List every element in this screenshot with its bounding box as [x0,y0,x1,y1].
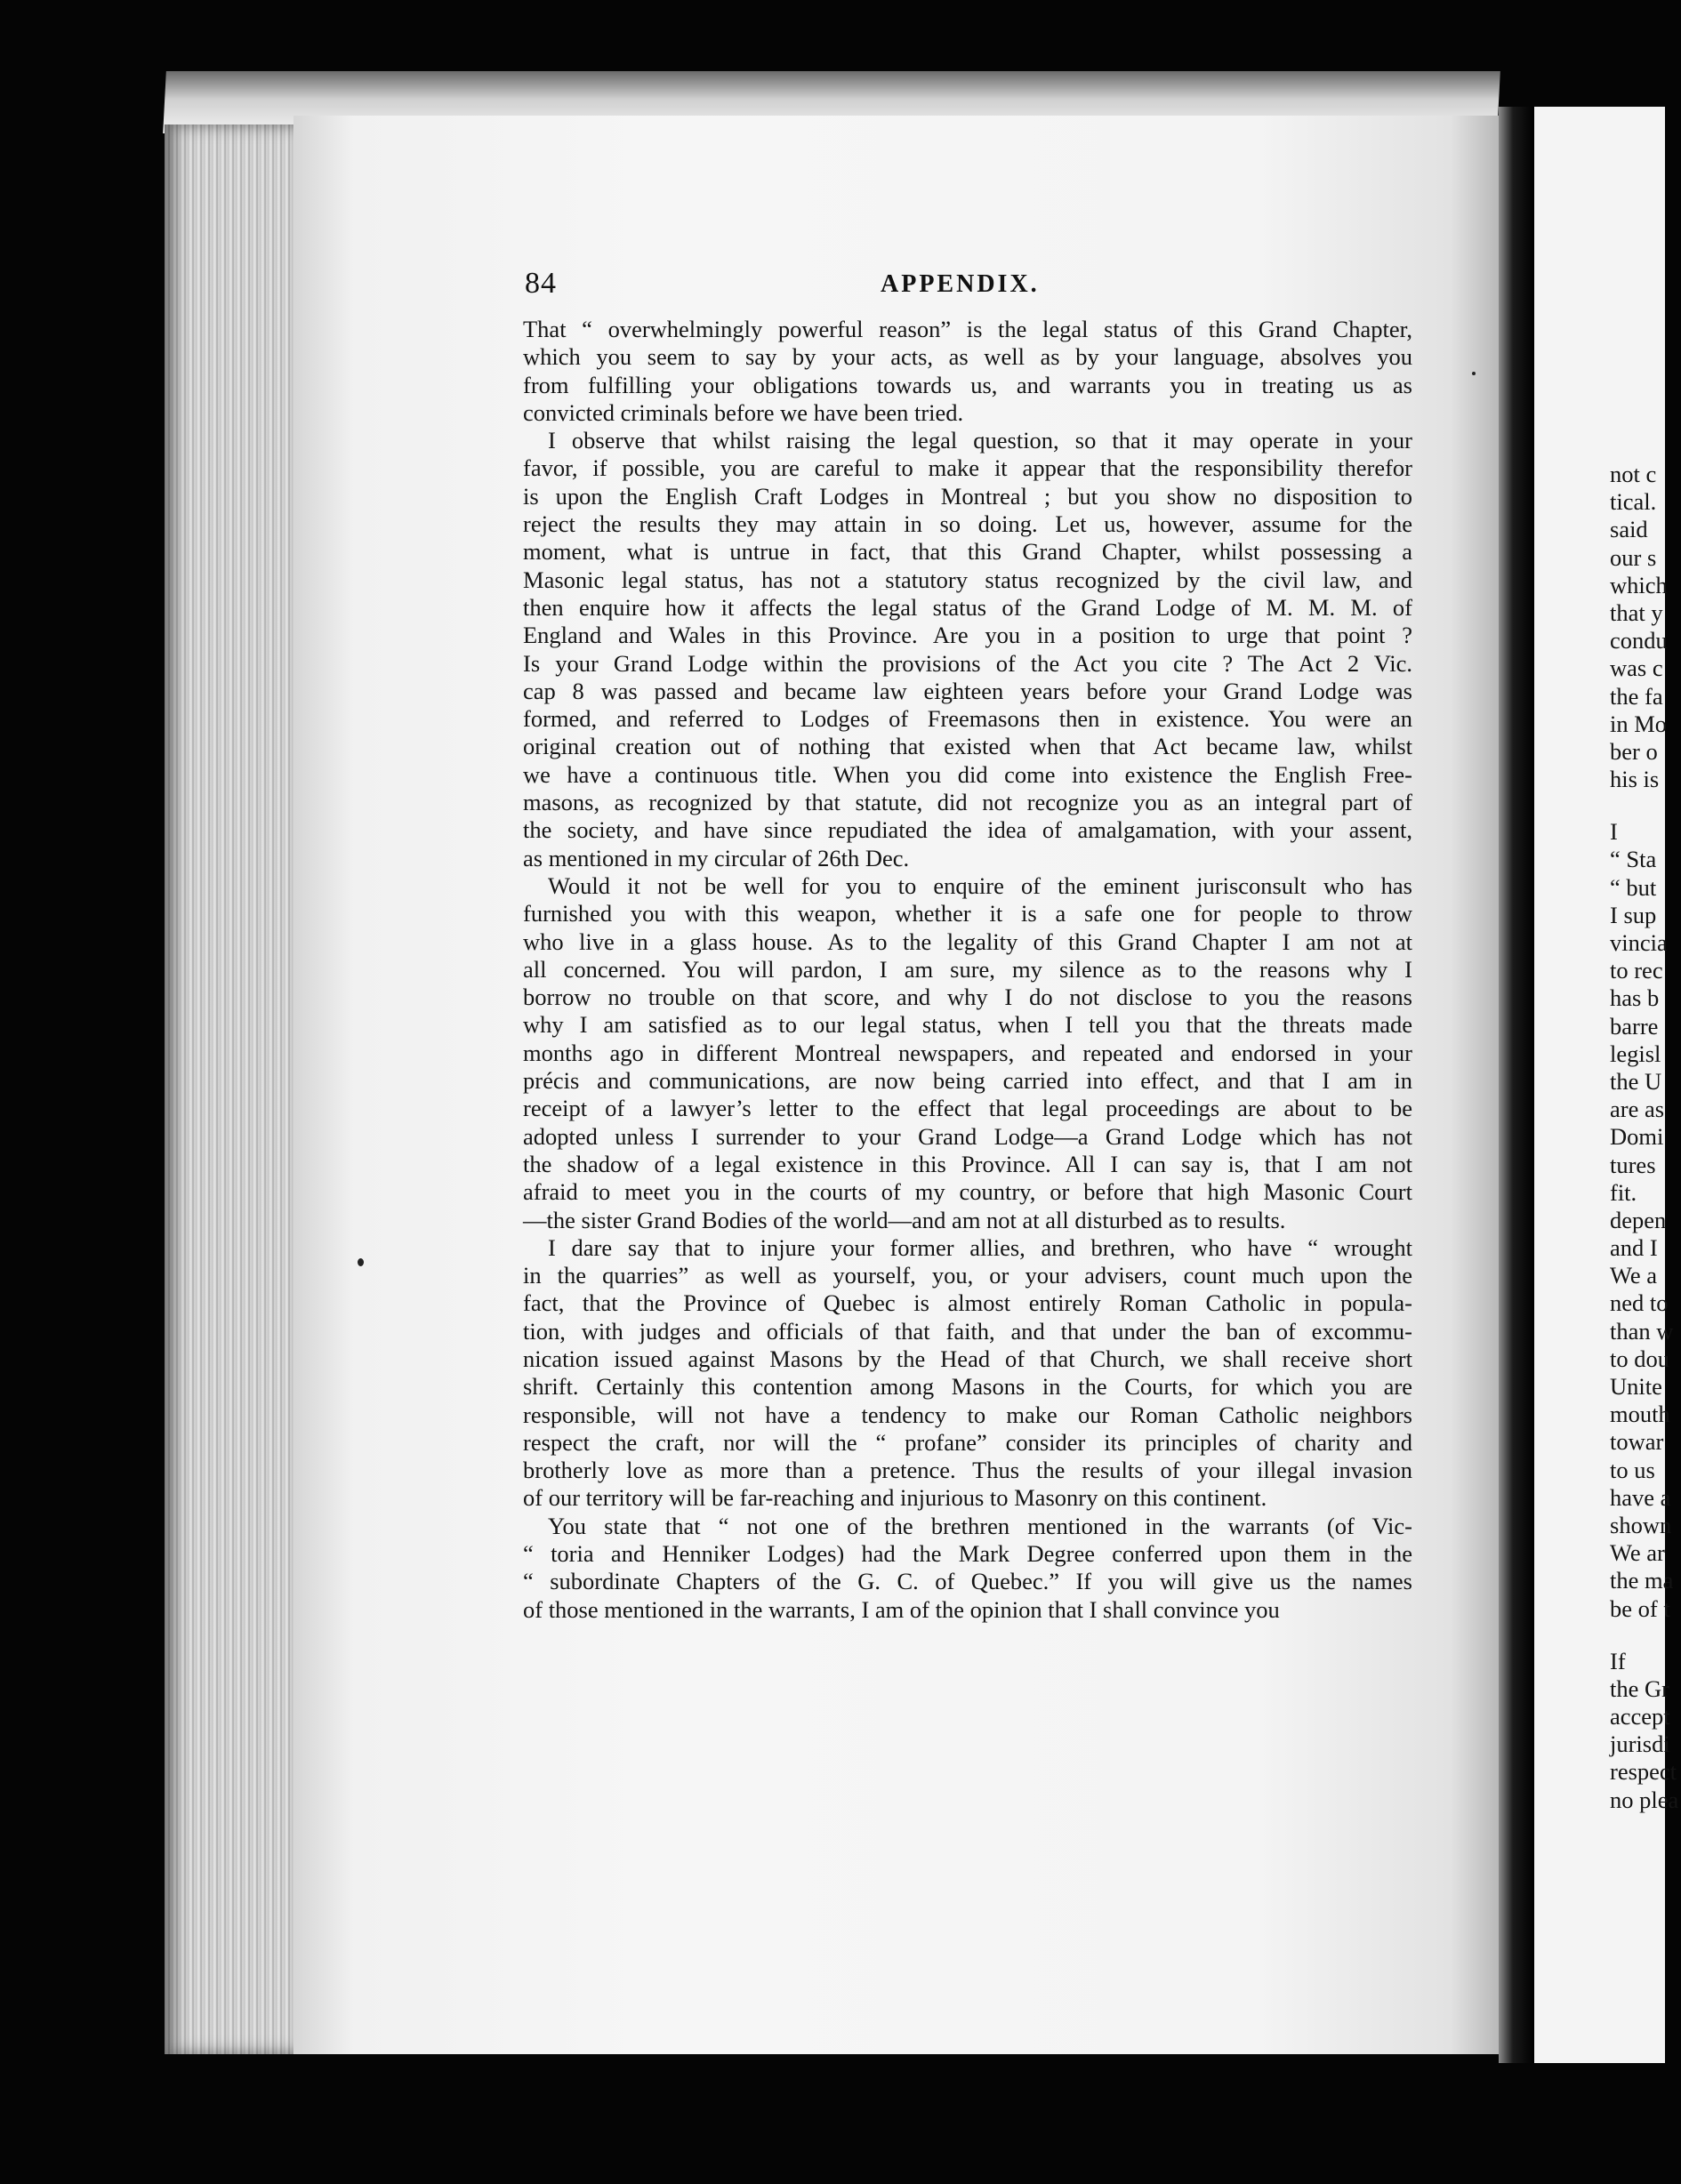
text-line: “ toria and Henniker Lodges) had the Mark Degree conferred upon them in the [523,1540,1412,1568]
right-page-line: If [1610,1647,1626,1674]
text-line: convicted criminals before we have been tried. [523,398,964,426]
text-line: cap 8 was passed and became law eighteen years before your Grand Lodge was [523,677,1412,704]
text-line: responsible, will not have a tendency to make our Roman Catholic neighbors [523,1401,1412,1428]
right-page-line: Domi [1610,1123,1664,1151]
right-page-line: tical. [1610,488,1657,516]
text-line: reject the results they may attain in so doing. Let us, however, assume for the [523,510,1412,538]
text-line: as mentioned in my circular of 26th Dec. [523,844,910,871]
book-page-edges [165,124,298,2054]
right-page-line: was c [1610,654,1663,682]
text-line: receipt of a lawyer’s letter to the effect that legal proceedings are about to be [523,1095,1412,1122]
right-page-line: I sup [1610,901,1657,928]
text-line: original creation out of nothing that existed when that Act became law, whilst [523,733,1412,760]
right-page-line: condu [1610,627,1668,654]
right-page-line: “ but [1610,873,1657,901]
right-page-line: no plea [1610,1786,1679,1813]
right-page-line: has b [1610,984,1660,1012]
right-page-line: towar [1610,1428,1664,1456]
right-page-line: in Mo [1610,710,1668,737]
text-line: afraid to meet you in the courts of my country, or before that high Masonic Court [523,1178,1412,1206]
text-line: from fulfilling your obligations towards us, and warrants you in treating us as [523,371,1412,398]
text-line: adopted unless I surrender to your Grand Lodge—a Grand Lodge which has not [523,1122,1412,1150]
text-line: then enquire how it affects the legal status of the Grand Lodge of M. M. M. of [523,593,1412,621]
text-line: brotherly love as more than a pretence. Thus the results of your illegal invasion [523,1457,1412,1484]
text-line: is upon the English Craft Lodges in Montreal ; but you show no disposition to [523,482,1412,510]
text-line: shrift. Certainly this contention among Masons in the Courts, for which you are [523,1373,1412,1401]
text-line: Is your Grand Lodge within the provisions of the Act you cite ? The Act 2 Vic. [523,649,1412,677]
right-page-line: shown [1610,1511,1672,1538]
text-line: You state that “ not one of the brethren mentioned in the warrants (of Vic- [548,1512,1412,1539]
right-page-line: the fa [1610,682,1663,710]
text-line: That “ overwhelmingly powerful reason” is the legal status of this Grand Chapter, [523,316,1412,342]
text-line: who live in a glass house. As to the legality of this Grand Chapter I am not at [523,927,1412,955]
right-page-line: and I [1610,1234,1658,1262]
right-page [1534,107,1679,2063]
right-page-text [1610,461,1681,1814]
text-line: Would it not be well for you to enquire of the eminent jurisconsult who has [548,871,1412,899]
right-page-line: the U [1610,1067,1662,1095]
right-page-line: our s [1610,543,1657,571]
text-line: the shadow of a legal existence in this Province. All I can say is, that I am not [523,1150,1412,1177]
right-page-line: We a [1610,1262,1658,1289]
text-line: —the sister Grand Bodies of the world—and am not at all disturbed as to results. [523,1206,1286,1233]
right-page-line: to us [1610,1456,1655,1483]
right-page-line: his is [1610,766,1660,793]
text-line: why I am satisfied as to our legal status, when I tell you that the threats made [523,1011,1412,1039]
ink-speck [358,1258,364,1266]
right-page-line: that y [1610,598,1663,626]
page-number: 84 [525,267,557,300]
right-page-line: are as [1610,1096,1665,1123]
right-page-line: ned to [1610,1289,1669,1317]
text-line: all concerned. You will pardon, I am sure, my silence as to the reasons why I [523,955,1412,983]
right-page-line: than w [1610,1317,1674,1345]
text-line: formed, and referred to Lodges of Freemasons then in existence. You were an [523,705,1412,733]
text-line: in the quarries” as well as yourself, you, or your advisers, count much upon the [523,1262,1412,1289]
right-page-line: I [1610,818,1618,846]
body-text [523,316,1412,1624]
text-line: fact, that the Province of Quebec is almost entirely Roman Catholic in popula- [523,1289,1412,1317]
right-page-line: the ma [1610,1567,1674,1594]
text-line: borrow no trouble on that score, and why I do not disclose to you the reasons [523,984,1412,1011]
right-page-line: depen [1610,1206,1667,1233]
right-page-line: tures [1610,1151,1656,1178]
right-page-line: be of t [1610,1594,1670,1622]
right-page-line: to dou [1610,1345,1669,1372]
right-page-line: Unite [1610,1373,1662,1400]
right-page-line: accept [1610,1703,1670,1730]
right-page-line: jurisdi [1610,1730,1670,1758]
right-page-line: barre [1610,1012,1659,1040]
text-line: moment, what is untrue in fact, that this Grand Chapter, whilst possessing a [523,538,1412,566]
text-line: favor, if possible, you are careful to make it appear that the responsibility therefor [523,454,1412,482]
right-page-line: to rec [1610,957,1663,984]
right-page-line: the Gr [1610,1674,1669,1702]
right-page-line: “ Sta [1610,846,1657,873]
text-line: furnished you with this weapon, whether it is a safe one for people to throw [523,900,1412,927]
ink-speck [1472,372,1476,375]
text-line: I dare say that to injure your former allies, and brethren, who have “ wrought [548,1233,1412,1261]
text-line: respect the craft, nor will the “ profane” consider its principles of charity and [523,1428,1412,1456]
right-page-line: have a [1610,1483,1671,1511]
right-page-line: mouth [1610,1401,1670,1428]
book-gutter [1499,107,1534,2063]
text-line: précis and communications, are now being carried into effect, and that I am in [523,1067,1412,1095]
running-head: APPENDIX. [881,270,1040,298]
text-line: “ subordinate Chapters of the G. C. of Quebec.” If you will give us the names [523,1568,1412,1595]
right-page-line: legisl [1610,1040,1661,1067]
right-page-line: not c [1610,461,1657,487]
text-line: months ago in different Montreal newspapers, and repeated and endorsed in your [523,1039,1412,1066]
right-page-line: said [1610,516,1648,543]
page-header [525,267,1414,302]
text-line: of those mentioned in the warrants, I am of the opinion that I shall convince you [523,1595,1280,1623]
right-page-line: We ar [1610,1539,1665,1567]
text-line: of our territory will be far-reaching and injurious to Masonry on this continent. [523,1484,1267,1512]
text-line: which you seem to say by your acts, as well as by your language, absolves you [523,343,1412,371]
text-line: tion, with judges and officials of that faith, and that under the ban of excommu- [523,1317,1412,1345]
text-line: the society, and have since repudiated the idea of amalgamation, with your assent, [523,816,1412,844]
right-page-line: respect [1610,1758,1677,1786]
text-line: nication issued against Masons by the Head of that Church, we shall receive short [523,1345,1412,1372]
text-line: England and Wales in this Province. Are you in a position to urge that point ? [523,622,1412,649]
right-page-line: which [1610,571,1668,598]
text-line: I observe that whilst raising the legal question, so that it may operate in your [548,427,1412,454]
text-line: masons, as recognized by that statute, did not recognize you as an integral part of [523,789,1412,816]
right-page-line: fit. [1610,1178,1637,1206]
right-page-line: ber o [1610,737,1658,765]
text-line: we have a continuous title. When you did come into existence the English Free- [523,760,1412,788]
right-page-line: vincia [1610,929,1668,956]
text-line: Masonic legal status, has not a statutory status recognized by the civil law, and [523,566,1412,593]
